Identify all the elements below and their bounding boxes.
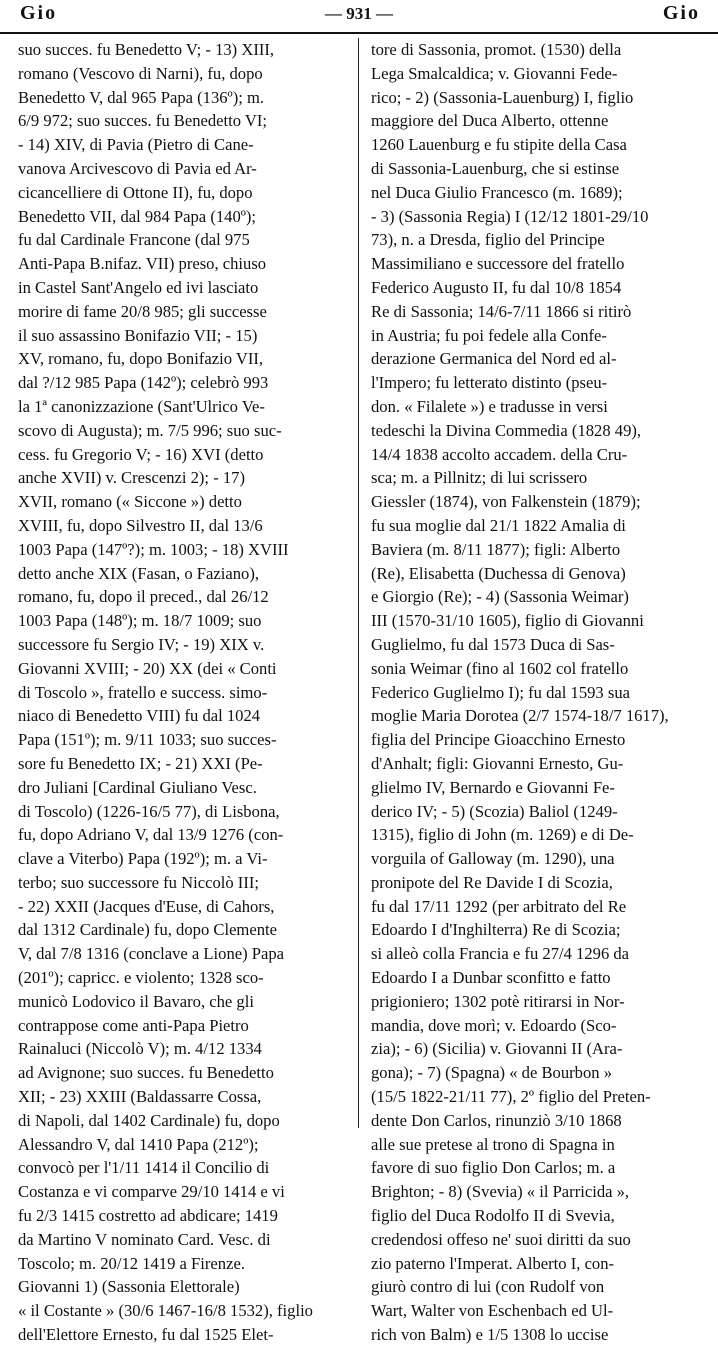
text-line: (Re), Elisabetta (Duchessa di Genova): [371, 563, 626, 583]
text-line: don. « Filalete ») e tradusse in versi: [371, 396, 608, 416]
text-line: 73), n. a Dresda, figlio del Principe: [371, 230, 605, 250]
text-line: 1003 Papa (147º?); m. 1003; - 18) XVIII: [18, 539, 289, 559]
left-text-column: [18, 38, 362, 1347]
text-line: tore di Sassonia, promot. (1530) della: [371, 40, 622, 59]
text-line: - 22) XXII (Jacques d'Euse, di Cahors,: [18, 896, 275, 916]
right-text-column: [371, 38, 711, 1347]
text-line: gona); - 7) (Spagna) « de Bourbon »: [371, 1063, 613, 1083]
text-line: dro Juliani [Cardinal Giuliano Vesc.: [18, 777, 257, 797]
text-line: Edoardo I a Dunbar sconfitto e fatto: [371, 968, 611, 988]
text-line: Massimiliano e successore del fratello: [371, 254, 625, 274]
text-line: di Toscolo) (1226-16/5 77), di Lisbona,: [18, 801, 280, 821]
text-line: glielmo IV, Bernardo e Giovanni Fe-: [371, 777, 615, 797]
text-line: vanova Arcivescovo di Pavia ed Ar-: [18, 158, 257, 178]
text-line: ad Avignone; suo succes. fu Benedetto: [18, 1063, 274, 1083]
text-line: pronipote del Re Davide I di Scozia,: [371, 872, 613, 892]
text-line: figlia del Principe Gioacchino Ernesto: [371, 730, 626, 750]
text-line: si alleò colla Francia e fu 27/4 1296 da: [371, 944, 630, 964]
text-line: credendosi offeso ne' suoi diritti da suo: [371, 1229, 631, 1249]
text-line: derico IV; - 5) (Scozia) Baliol (1249-: [371, 801, 618, 821]
text-line: terbo; suo successore fu Niccolò III;: [18, 872, 259, 892]
text-line: Anti-Papa B.nifaz. VII) preso, chiuso: [18, 254, 267, 274]
text-line: l'Impero; fu letterato distinto (pseu-: [371, 373, 608, 393]
text-line: XII; - 23) XXIII (Baldassarre Cossa,: [18, 1087, 262, 1107]
text-line: il suo assassino Bonifazio VII; - 15): [18, 325, 258, 345]
text-line: Lega Smalcaldica; v. Giovanni Fede-: [371, 63, 618, 83]
text-line: niaco di Benedetto VIII) fu dal 1024: [18, 706, 261, 726]
text-line: Federico Augusto II, fu dal 10/8 1854: [371, 277, 622, 297]
page-number: — 931 —: [325, 4, 393, 23]
text-line: fu sua moglie dal 21/1 1822 Amalia di: [371, 515, 626, 535]
text-line: - 14) XIV, di Pavia (Pietro di Cane-: [18, 135, 254, 155]
text-line: dell'Elettore Ernesto, fu dal 1525 Elet-: [18, 1325, 274, 1345]
text-line: Edoardo I d'Inghilterra) Re di Scozia;: [371, 920, 621, 940]
text-line: 6/9 972; suo succes. fu Benedetto VI;: [18, 111, 268, 131]
text-line: cess. fu Gregorio V; - 16) XVI (detto: [18, 444, 264, 464]
text-line: Giovanni XVIII; - 20) XX (dei « Conti: [18, 658, 277, 678]
text-line: Toscolo; m. 20/12 1419 a Firenze.: [18, 1253, 245, 1273]
text-line: in Austria; fu poi fedele alla Confe-: [371, 325, 607, 345]
text-line: sca; m. a Pillnitz; di lui scrissero: [371, 468, 588, 488]
text-line: 14/4 1838 accolto accadem. della Cru-: [371, 444, 628, 464]
text-line: fu 2/3 1415 costretto ad abdicare; 1419: [18, 1206, 278, 1226]
text-line: Rainaluci (Niccolò V); m. 4/12 1334: [18, 1039, 262, 1059]
text-line: 1315), figlio di John (m. 1269) e di De-: [371, 825, 634, 845]
text-line: la 1ª canonizzazione (Sant'Ulrico Ve-: [18, 396, 265, 416]
text-line: d'Anhalt; figli: Giovanni Ernesto, Gu-: [371, 753, 624, 773]
text-line: V, dal 7/8 1316 (conclave a Lione) Papa: [18, 944, 285, 964]
page-header: [0, 0, 718, 34]
text-line: Costanza e vi comparve 29/10 1414 e vi: [18, 1182, 285, 1202]
text-line: Giessler (1874), von Falkenstein (1879);: [371, 492, 641, 512]
text-line: vorguila of Galloway (m. 1290), una: [371, 849, 615, 869]
text-line: di Sassonia-Lauenburg, che si estinse: [371, 158, 620, 178]
text-line: successore fu Sergio IV; - 19) XIX v.: [18, 634, 265, 654]
header-right-guide-word: Gio: [662, 2, 700, 24]
text-line: Federico Guglielmo I); fu dal 1593 sua: [371, 682, 630, 702]
text-line: alle sue pretese al trono di Spagna in: [371, 1134, 615, 1154]
text-line: Alessandro V, dal 1410 Papa (212º);: [18, 1134, 259, 1154]
text-line: giurò contro di lui (con Rudolf von: [371, 1277, 605, 1297]
text-line: e Giorgio (Re); - 4) (Sassonia Weimar): [371, 587, 629, 607]
text-line: municò Lodovico il Bavaro, che gli: [18, 991, 254, 1011]
text-line: scovo di Augusta); m. 7/5 996; suo suc-: [18, 420, 282, 440]
text-line: anche XVII) v. Crescenzi 2); - 17): [18, 468, 245, 488]
text-line: Giovanni 1) (Sassonia Elettorale): [18, 1277, 240, 1297]
text-line: 1260 Lauenburg e fu stipite della Casa: [371, 135, 627, 155]
text-line: nel Duca Giulio Francesco (m. 1689);: [371, 182, 623, 202]
text-line: moglie Maria Dorotea (2/7 1574-18/7 1617),: [371, 706, 669, 726]
text-line: - 3) (Sassonia Regia) I (12/12 1801-29/10: [371, 206, 649, 226]
text-line: fu dal Cardinale Francone (dal 975: [18, 230, 250, 250]
text-line: da Martino V nominato Card. Vesc. di: [18, 1229, 271, 1249]
text-line: romano (Vescovo di Narni), fu, dopo: [18, 63, 263, 83]
text-line: Brighton; - 8) (Svevia) « il Parricida »,: [371, 1182, 630, 1202]
text-line: sore fu Benedetto IX; - 21) XXI (Pe-: [18, 753, 263, 773]
text-line: XVII, romano (« Siccone ») detto: [18, 492, 242, 512]
text-line: XV, romano, fu, dopo Bonifazio VII,: [18, 349, 264, 369]
text-line: prigioniero; 1302 potè ritirarsi in Nor-: [371, 991, 625, 1011]
header-left-guide-word: Gio: [20, 2, 58, 24]
text-line: morire di fame 20/8 985; gli successe: [18, 301, 267, 321]
text-line: Benedetto V, dal 965 Papa (136º); m.: [18, 87, 265, 107]
text-line: maggiore del Duca Alberto, ottenne: [371, 111, 609, 131]
text-line: dal 1312 Cardinale) fu, dopo Clemente: [18, 920, 277, 940]
text-line: tedeschi la Divina Commedia (1828 49),: [371, 420, 642, 440]
text-line: dal ?/12 985 Papa (142º); celebrò 993: [18, 373, 269, 393]
text-line: sonia Weimar (fino al 1602 col fratello: [371, 658, 629, 678]
text-line: Guglielmo, fu dal 1573 Duca di Sas-: [371, 634, 615, 654]
text-line: contrappose come anti-Papa Pietro: [18, 1015, 249, 1035]
text-line: Re di Sassonia; 14/6-7/11 1866 si ritirò: [371, 301, 632, 321]
text-line: (201º); capricc. e violento; 1328 sco-: [18, 968, 264, 988]
text-line: di Toscolo », fratello e success. simo-: [18, 682, 268, 702]
text-line: rico; - 2) (Sassonia-Lauenburg) I, figlio: [371, 87, 634, 107]
text-line: di Napoli, dal 1402 Cardinale) fu, dopo: [18, 1110, 280, 1130]
text-line: favore di suo figlio Don Carlos; m. a: [371, 1158, 616, 1178]
text-line: derazione Germanica del Nord ed al-: [371, 349, 617, 369]
text-line: suo succes. fu Benedetto V; - 13) XIII,: [18, 40, 275, 59]
text-line: romano, fu, dopo il preced., dal 26/12: [18, 587, 269, 607]
text-line: rich von Balm) e 1/5 1308 lo uccise: [371, 1325, 609, 1345]
text-line: cicancelliere di Ottone II), fu, dopo: [18, 182, 253, 202]
text-line: fu dal 17/11 1292 (per arbitrato del Re: [371, 896, 627, 916]
text-line: figlio del Duca Rodolfo II di Svevia,: [371, 1206, 615, 1226]
text-line: XVIII, fu, dopo Silvestro II, dal 13/6: [18, 515, 263, 535]
text-line: convocò per l'1/11 1414 il Concilio di: [18, 1158, 270, 1178]
text-line: Papa (151º); m. 9/11 1033; suo succes-: [18, 730, 277, 750]
text-line: fu, dopo Adriano V, dal 13/9 1276 (con-: [18, 825, 284, 845]
text-line: (15/5 1822-21/11 77), 2º figlio del Preten-: [371, 1087, 651, 1107]
text-line: Baviera (m. 8/11 1877); figli: Alberto: [371, 539, 621, 559]
text-line: dente Don Carlos, rinunziò 3/10 1868: [371, 1110, 622, 1130]
text-line: clave a Viterbo) Papa (192º); m. a Vi-: [18, 849, 268, 869]
text-line: mandia, dove morì; v. Edoardo (Sco-: [371, 1015, 617, 1035]
text-line: zia); - 6) (Sicilia) v. Giovanni II (Ara-: [371, 1039, 623, 1059]
text-line: 1003 Papa (148º); m. 18/7 1009; suo: [18, 611, 262, 631]
text-line: III (1570-31/10 1605), figlio di Giovanni: [371, 611, 644, 631]
text-line: « il Costante » (30/6 1467-16/8 1532), figlio: [18, 1301, 313, 1321]
text-line: Wart, Walter von Eschenbach ed Ul-: [371, 1301, 614, 1321]
text-line: in Castel Sant'Angelo ed ivi lasciato: [18, 277, 259, 297]
text-line: detto anche XIX (Fasan, o Faziano),: [18, 563, 259, 583]
text-line: Benedetto VII, dal 984 Papa (140º);: [18, 206, 257, 226]
text-line: zio paterno l'Imperat. Alberto I, con-: [371, 1253, 615, 1273]
